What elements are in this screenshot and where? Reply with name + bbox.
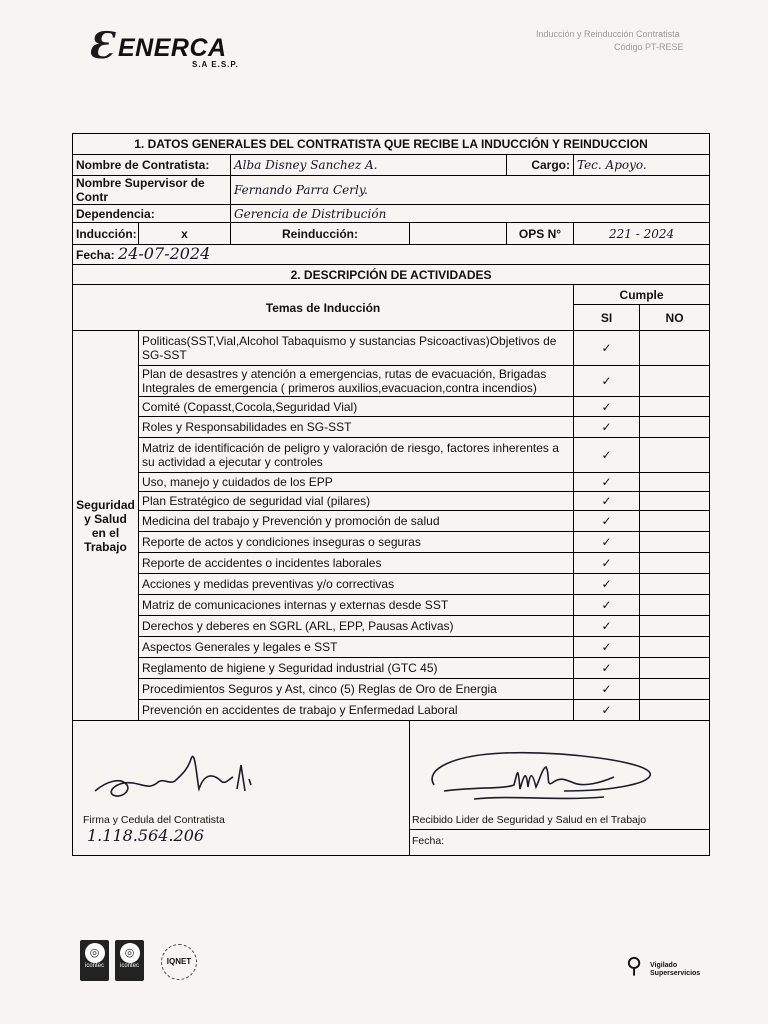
section2-title: 2. DESCRIPCIÓN DE ACTIVIDADES	[73, 265, 710, 285]
icontec-logo-2	[115, 940, 144, 981]
dependencia-label: Dependencia:	[73, 205, 231, 223]
activity-row	[73, 532, 710, 553]
signature-fecha-label: Fecha:	[412, 835, 445, 847]
cargo-label: Cargo:	[507, 155, 574, 176]
activity-topic: Aspectos Generales y legales e SST	[139, 637, 574, 658]
fecha-label: Fecha:	[76, 248, 115, 262]
contractor-signature	[87, 741, 287, 811]
reinduccion-value	[410, 223, 507, 245]
category-label: Seguridad y Salud en el Trabajo	[73, 331, 139, 721]
si-check-mark: ✓	[574, 492, 640, 511]
contratista-label: Nombre de Contratista:	[73, 155, 231, 176]
activity-row	[73, 553, 710, 574]
logo-e-mark: Ɛ	[88, 25, 114, 67]
activity-row	[73, 679, 710, 700]
temas-header: Temas de Inducción	[73, 285, 574, 331]
induccion-label: Inducción:	[73, 223, 139, 245]
si-check-mark: ✓	[574, 473, 640, 492]
section1-title: 1. DATOS GENERALES DEL CONTRATISTA QUE RECIBE LA INDUCCIÓN Y REINDUCCION	[73, 134, 710, 155]
certification-logos	[80, 940, 210, 994]
activity-topic: Reporte de actos y condiciones inseguras o seguras	[139, 532, 574, 553]
activity-row	[73, 492, 710, 511]
superservicios-icon: ⚲	[626, 953, 643, 978]
activity-topic: Matriz de comunicaciones internas y externas desde SST	[139, 595, 574, 616]
no-cell	[640, 679, 710, 700]
activity-topic: Uso, manejo y cuidados de los EPP	[139, 473, 574, 492]
contratista-value: Alba Disney Sanchez A.	[231, 155, 507, 176]
icontec-logo-1	[80, 940, 109, 981]
logo-text: ENERCA	[118, 34, 227, 62]
no-cell	[640, 532, 710, 553]
si-check-mark: ✓	[574, 511, 640, 532]
contractor-signature-label: Firma y Cedula del Contratista	[83, 814, 225, 826]
dependencia-value: Gerencia de Distribución	[231, 205, 710, 223]
logo-subtitle: S.A E.S.P.	[192, 60, 239, 69]
no-header: NO	[640, 305, 710, 331]
sst-leader-signature	[414, 739, 654, 819]
sst-leader-signature-cell	[410, 721, 710, 856]
no-cell	[640, 700, 710, 721]
icontec-seal-icon: ◎	[120, 943, 140, 963]
no-cell	[640, 331, 710, 366]
activity-row	[73, 616, 710, 637]
si-check-mark: ✓	[574, 637, 640, 658]
icontec-logo-1-label: icontec	[84, 963, 104, 969]
no-cell	[640, 473, 710, 492]
no-cell	[640, 658, 710, 679]
sst-leader-signature-label: Recibido Lider de Seguridad y Salud en el Trabajo	[412, 814, 647, 826]
document-title: Inducción y Reinducción Contratista	[536, 29, 680, 39]
no-cell	[640, 574, 710, 595]
document-code: Código PT-RESE	[614, 42, 684, 52]
activity-row	[73, 700, 710, 721]
induccion-mark: x	[139, 223, 231, 245]
activity-topic: Comité (Copasst,Cocola,Seguridad Vial)	[139, 397, 574, 417]
no-cell	[640, 637, 710, 658]
si-check-mark: ✓	[574, 366, 640, 397]
contractor-signature-cell	[73, 721, 410, 856]
ops-value: 221 - 2024	[574, 223, 710, 245]
activity-topic: Roles y Responsabilidades en SG-SST	[139, 417, 574, 438]
activity-topic: Medicina del trabajo y Prevención y promoción de salud	[139, 511, 574, 532]
activity-topic: Plan Estratégico de seguridad vial (pilares)	[139, 492, 574, 511]
no-cell	[640, 417, 710, 438]
superservicios-label: Superservicios	[650, 970, 701, 977]
vigilado-text	[650, 962, 700, 978]
activity-row	[73, 438, 710, 473]
no-cell	[640, 595, 710, 616]
activity-row	[73, 417, 710, 438]
si-check-mark: ✓	[574, 658, 640, 679]
si-check-mark: ✓	[574, 595, 640, 616]
activity-row	[73, 366, 710, 397]
contractor-cedula-value: 1.118.564.206	[87, 826, 205, 845]
iqnet-logo	[158, 944, 200, 984]
no-cell	[640, 366, 710, 397]
icontec-seal-icon: ◎	[85, 943, 105, 963]
si-check-mark: ✓	[574, 574, 640, 595]
ops-label: OPS N°	[507, 223, 574, 245]
fecha-value: 24-07-2024	[118, 244, 211, 263]
si-check-mark: ✓	[574, 417, 640, 438]
activity-row	[73, 331, 710, 366]
si-check-mark: ✓	[574, 679, 640, 700]
activity-row	[73, 658, 710, 679]
si-check-mark: ✓	[574, 331, 640, 366]
supervisor-label: Nombre Supervisor de Contr	[73, 176, 231, 205]
iqnet-seal: IQNET	[161, 944, 197, 980]
signature-fecha-divider	[410, 829, 709, 830]
vigilado-label: Vigilado	[650, 962, 678, 969]
si-check-mark: ✓	[574, 700, 640, 721]
activity-row	[73, 637, 710, 658]
si-check-mark: ✓	[574, 438, 640, 473]
cargo-value: Tec. Apoyo.	[574, 155, 710, 176]
cumple-header: Cumple	[574, 285, 710, 305]
activity-topic: Prevención en accidentes de trabajo y Enfermedad Laboral	[139, 700, 574, 721]
vigilado-superservicios-logo	[626, 952, 716, 984]
activity-topic: Matriz de identificación de peligro y valoración de riesgo, factores inherentes a su actividad a ejecutar y controles	[139, 438, 574, 473]
activity-topic: Derechos y deberes en SGRL (ARL, EPP, Pausas Activas)	[139, 616, 574, 637]
no-cell	[640, 492, 710, 511]
fecha-row	[73, 245, 710, 265]
activity-row	[73, 511, 710, 532]
no-cell	[640, 553, 710, 574]
si-check-mark: ✓	[574, 397, 640, 417]
activity-topic: Reglamento de higiene y Seguridad industrial (GTC 45)	[139, 658, 574, 679]
no-cell	[640, 616, 710, 637]
activity-topic: Plan de desastres y atención a emergencias, rutas de evacuación, Brigadas Integrales de emergencia ( primeros auxilios,evacuacion,contra incendios)	[139, 366, 574, 397]
activity-topic: Procedimientos Seguros y Ast, cinco (5) Reglas de Oro de Energia	[139, 679, 574, 700]
activity-topic: Politicas(SST,Vial,Alcohol Tabaquismo y sustancias Psicoactivas)Objetivos de SG-SST	[139, 331, 574, 366]
induction-form-table	[72, 133, 710, 856]
si-check-mark: ✓	[574, 616, 640, 637]
si-header: SI	[574, 305, 640, 331]
icontec-logo-2-label: icontec	[119, 963, 139, 969]
document-header-info	[536, 28, 736, 54]
activity-row	[73, 473, 710, 492]
supervisor-value: Fernando Parra Cerly.	[231, 176, 710, 205]
activity-row	[73, 397, 710, 417]
no-cell	[640, 397, 710, 417]
activity-row	[73, 595, 710, 616]
no-cell	[640, 511, 710, 532]
activity-topic: Acciones y medidas preventivas y/o correctivas	[139, 574, 574, 595]
si-check-mark: ✓	[574, 553, 640, 574]
enerca-logo	[88, 26, 248, 70]
no-cell	[640, 438, 710, 473]
activity-row	[73, 574, 710, 595]
activities-list	[73, 331, 710, 721]
reinduccion-label: Reinducción:	[231, 223, 410, 245]
si-check-mark: ✓	[574, 532, 640, 553]
activity-topic: Reporte de accidentes o incidentes laborales	[139, 553, 574, 574]
